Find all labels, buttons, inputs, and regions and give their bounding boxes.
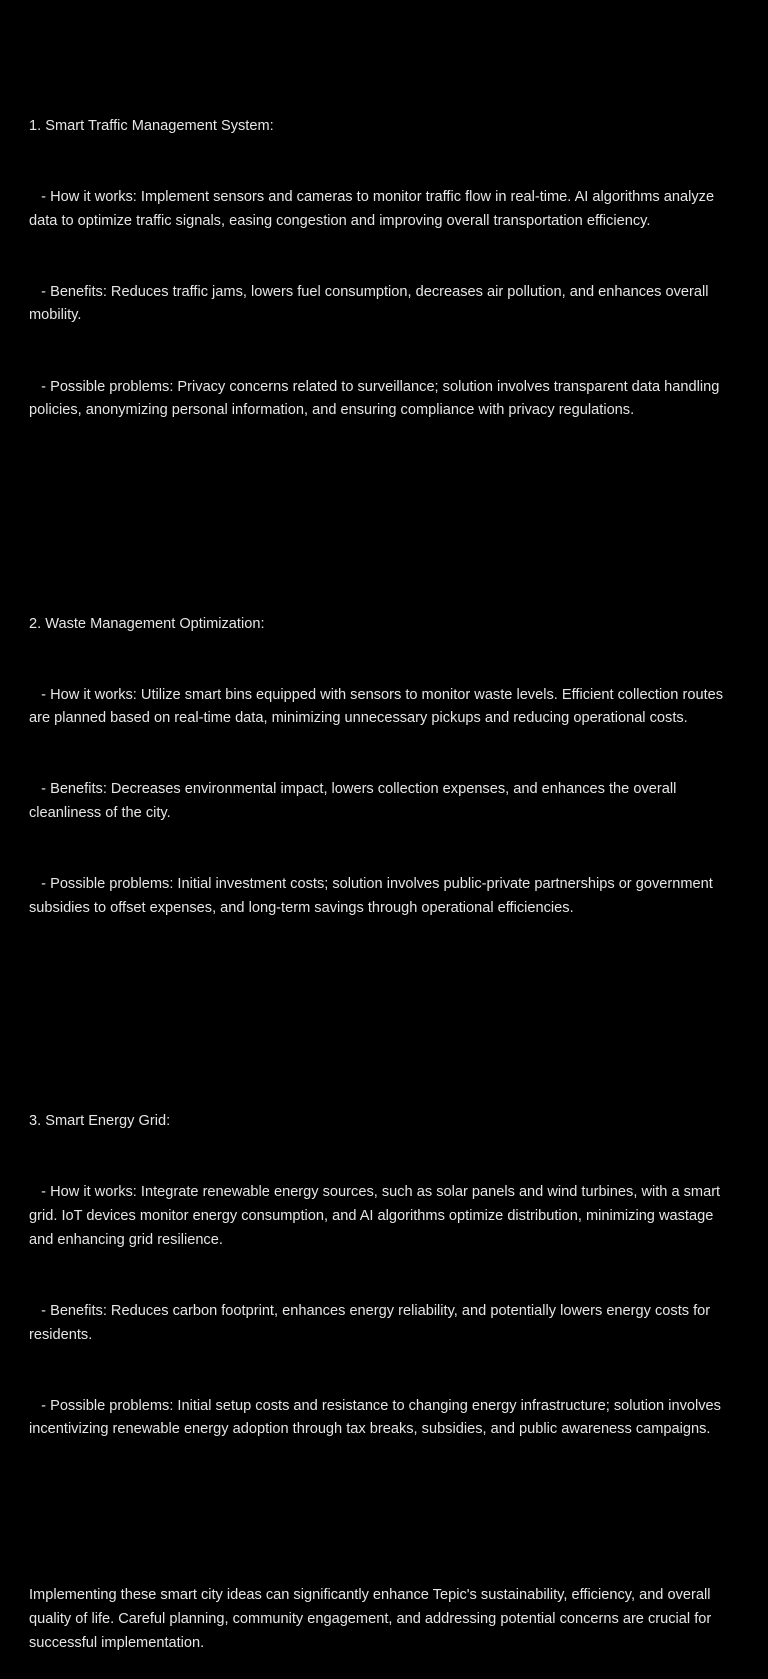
response-text <box>29 20 741 1679</box>
section-item-how-it-works: - How it works: Integrate renewable energy sources, such as solar panels and wind turbines, with a smart grid. IoT devices monitor energy consumption, and AI algorithms optimize distribution, minimizing wastage and enhancing grid resilience. <box>29 1184 725 1248</box>
section-item-problems: - Possible problems: Privacy concerns related to surveillance; solution involves transparent data handling policies, anonymizing personal information, and ensuring compliance with privacy regulations. <box>29 378 724 419</box>
section-heading: 1. Smart Traffic Management System: <box>29 117 274 134</box>
section-waste-management <box>29 565 741 968</box>
closing-paragraph: Implementing these smart city ideas can significantly enhance Tepic's sustainability, efficiency, and overall quality of life. Careful planning, community engagement, and addressing potential concerns are crucial for successful implementation. <box>29 1587 716 1651</box>
section-item-benefits: - Benefits: Decreases environmental impact, lowers collection expenses, and enhances the overall cleanliness of the city. <box>29 781 681 822</box>
section-item-how-it-works: - How it works: Utilize smart bins equipped with sensors to monitor waste levels. Efficient collection routes are planned based on real-time data, minimizing unnecessary pickups and reducing operational costs. <box>29 686 728 727</box>
section-item-problems: - Possible problems: Initial setup costs and resistance to changing energy infrastructure; solution involves incentivizing renewable energy adoption through tax breaks, subsidies, and public awareness campaigns. <box>29 1397 726 1438</box>
section-item-problems: - Possible problems: Initial investment costs; solution involves public-private partnerships or government subsidies to offset expenses, and long-term savings through operational efficiencies. <box>29 876 717 916</box>
section-item-benefits: - Benefits: Reduces carbon footprint, enhances energy reliability, and potentially lowers energy costs for residents. <box>29 1302 715 1343</box>
section-smart-energy <box>29 1063 741 1490</box>
section-smart-traffic <box>29 67 741 470</box>
section-item-benefits: - Benefits: Reduces traffic jams, lowers fuel consumption, decreases air pollution, and enhances overall mobility. <box>29 283 713 324</box>
section-item-how-it-works: - How it works: Implement sensors and cameras to monitor traffic flow in real-time. AI algorithms analyze data to optimize traffic signals, easing congestion and improving overall transportation efficiency. <box>29 188 719 229</box>
section-heading: 3. Smart Energy Grid: <box>29 1113 171 1130</box>
section-heading: 2. Waste Management Optimization: <box>29 615 265 632</box>
